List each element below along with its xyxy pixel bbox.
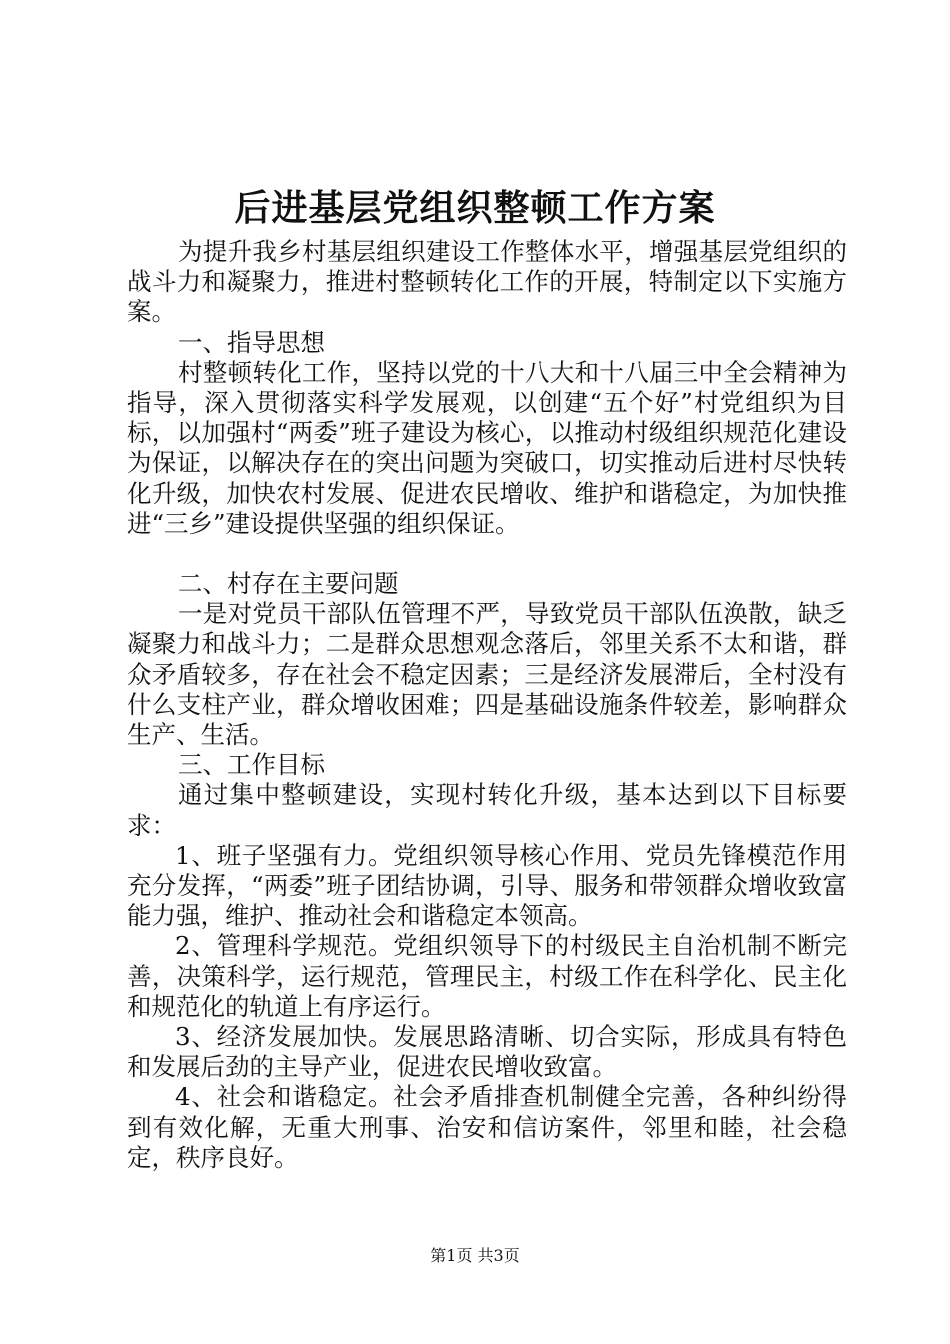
section-heading-2: 二、村存在主要问题 xyxy=(178,569,399,599)
goals-intro-paragraph: 通过集中整顿建设，实现村转化升级，基本达到以下目标要求： xyxy=(127,780,847,840)
paragraph-gap xyxy=(127,539,847,569)
document-body xyxy=(127,237,847,1173)
guiding-ideology-paragraph: 村整顿转化工作，坚持以党的十八大和十八届三中全会精神为指导，深入贯彻落实科学发展观，以创建“五个好”村党组织为目标，以加强村“两委”班子建设为核心，以推动村级组织规范化建设为保证，以解决存在的突出问题为突破口，切实推动后进村尽快转化升级，加快农村发展、促进农民增收、维护和谐稳定，为加快推进“三乡”建设提供坚强的组织保证。 xyxy=(127,357,847,538)
goal-item-3: 3、经济发展加快。发展思路清晰、切合实际，形成具有特色和发展后劲的主导产业，促进农民增收致富。 xyxy=(127,1022,847,1082)
goal-item-1: 1、班子坚强有力。党组织领导核心作用、党员先锋模范作用充分发挥，“两委”班子团结协调，引导、服务和带领群众增收致富能力强，维护、推动社会和谐稳定本领高。 xyxy=(127,840,847,931)
intro-paragraph: 为提升我乡村基层组织建设工作整体水平，增强基层党组织的战斗力和凝聚力，推进村整顿转化工作的开展，特制定以下实施方案。 xyxy=(127,237,847,327)
goal-item-2: 2、管理科学规范。党组织领导下的村级民主自治机制不断完善，决策科学，运行规范，管理民主，村级工作在科学化、民主化和规范化的轨道上有序运行。 xyxy=(127,931,847,1021)
section-heading-1: 一、指导思想 xyxy=(178,327,325,357)
page-number-footer: 第1页 共3页 xyxy=(430,1246,520,1265)
problems-paragraph: 一是对党员干部队伍管理不严，导致党员干部队伍涣散，缺乏凝聚力和战斗力；二是群众思想观念落后，邻里关系不太和谐，群众矛盾较多，存在社会不稳定因素；三是经济发展滞后，全村没有什么支柱产业，群众增收困难；四是基础设施条件较差，影响群众生产、生活。 xyxy=(127,599,847,750)
goal-item-4: 4、社会和谐稳定。社会矛盾排查机制健全完善，各种纠纷得到有效化解，无重大刑事、治安和信访案件，邻里和睦，社会稳定，秩序良好。 xyxy=(127,1082,847,1172)
document-title: 后进基层党组织整顿工作方案 xyxy=(234,187,716,229)
section-heading-3: 三、工作目标 xyxy=(178,750,325,780)
